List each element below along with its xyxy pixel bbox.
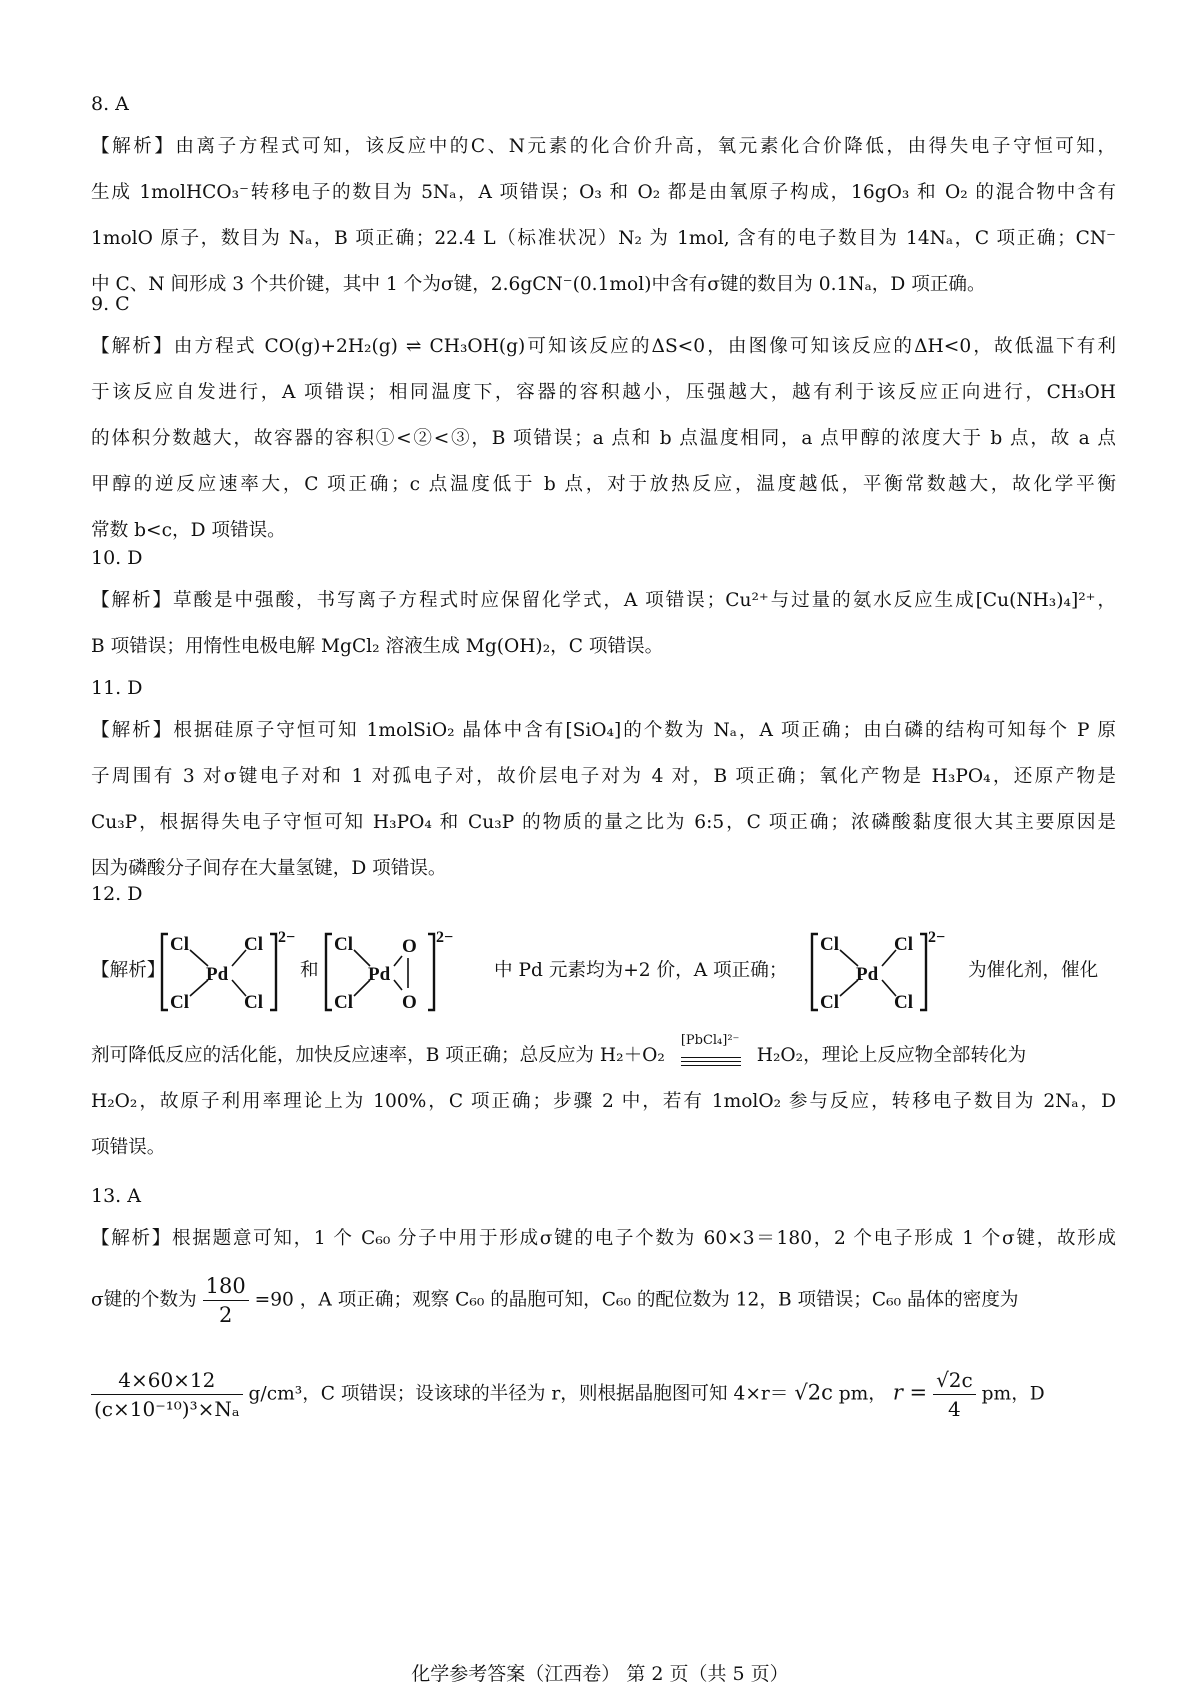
q12-line-2 bbox=[91, 1033, 1027, 1068]
q9-heading: 9. C bbox=[91, 293, 130, 315]
pd3-pd: Pd bbox=[856, 964, 879, 985]
q8-line-1: 【解析】由离子方程式可知，该反应中的C、N元素的化合价升高，氧元素化合价降低，由得失电子守恒可知， bbox=[91, 136, 1116, 157]
pd2-cl-2: Cl bbox=[334, 992, 353, 1013]
q12-heading: 12. D bbox=[91, 883, 143, 905]
pd3-cl-1: Cl bbox=[820, 934, 839, 955]
frac2-numerator: 4×60×12 bbox=[91, 1366, 243, 1395]
q8-line-2: 生成 1molHCO₃⁻转移电子的数目为 5Nₐ，A 项错误；O₃ 和 O₂ 都是由氧原子构成，16gO₃ 和 O₂ 的混合物中含有 bbox=[91, 182, 1116, 203]
radius-eq: r = bbox=[892, 1380, 928, 1405]
q9-explanation bbox=[91, 324, 1116, 554]
frac3-numerator: √2c bbox=[933, 1366, 976, 1395]
q13-line-3-b: pm， bbox=[838, 1383, 887, 1405]
pd1-cl-2: Cl bbox=[244, 934, 263, 955]
q9-line-5: 常数 b<c，D 项错误。 bbox=[91, 520, 286, 541]
pd2-pd: Pd bbox=[368, 964, 391, 985]
q11-explanation bbox=[91, 708, 1116, 892]
catalyst-label: [PbCl₄]²⁻ bbox=[680, 1033, 740, 1048]
q13-line-1: 【解析】根据题意可知，1 个 C₆₀ 分子中用于形成σ键的电子个数为 60×3＝180，2 个电子形成 1 个σ键，故形成 bbox=[91, 1228, 1116, 1249]
q11-heading: 11. D bbox=[91, 677, 143, 699]
q13-line-3 bbox=[91, 1366, 1045, 1423]
q8-explanation bbox=[91, 124, 1116, 308]
pd2-o-2: O bbox=[402, 992, 417, 1013]
q11-line-4: 因为磷酸分子间存在大量氢键，D 项错误。 bbox=[91, 858, 447, 879]
q10-explanation bbox=[91, 578, 1116, 670]
pd1-cl-4: Cl bbox=[244, 992, 263, 1013]
q12-intro: 【解析】 bbox=[91, 960, 166, 981]
q10-line-2: B 项错误；用惰性电极电解 MgCl₂ 溶液生成 Mg(OH)₂，C 项错误。 bbox=[91, 636, 664, 657]
radius-fraction bbox=[933, 1366, 976, 1423]
q11-line-3: Cu₃P，根据得失电子守恒可知 H₃PO₄ 和 Cu₃P 的物质的量之比为 6:5，C 项正确；浓磷酸黏度很大其主要原因是 bbox=[91, 812, 1116, 833]
q13-line-2-post: =90 ，A 项正确；观察 C₆₀ 的晶胞可知，C₆₀ 的配位数为 12，B 项错误；C₆₀ 晶体的密度为 bbox=[254, 1289, 1019, 1311]
q12-line-2-pre: 剂可降低反应的活化能，加快反应速率，B 项正确；总反应为 H₂＋O₂ bbox=[91, 1045, 665, 1066]
frac3-denominator: 4 bbox=[948, 1397, 961, 1421]
catalyzed-arrow bbox=[677, 1033, 745, 1068]
pd2-cl-1: Cl bbox=[334, 934, 353, 955]
pd2-o-1: O bbox=[402, 936, 417, 957]
q8-line-4: 中 C、N 间形成 3 个共价键，其中 1 个为σ键，2.6gCN⁻(0.1mol)中含有σ键的数目为 0.1Nₐ，D 项正确。 bbox=[91, 274, 986, 295]
q13-heading: 13. A bbox=[91, 1185, 141, 1207]
q9-line-4: 甲醇的逆反应速率大，C 项正确；c 点温度低于 b 点，对于放热反应，温度越低，平衡常数越大，故化学平衡 bbox=[91, 474, 1116, 495]
pd-complex-3 bbox=[808, 926, 958, 1018]
pd3-cl-2: Cl bbox=[894, 934, 913, 955]
q13-line-3-a: g/cm³，C 项错误；设该球的半径为 r，则根据晶胞图可知 4×r＝ bbox=[248, 1383, 789, 1405]
q12-and: 和 bbox=[300, 960, 319, 981]
q12-line-4: 项错误。 bbox=[91, 1137, 166, 1158]
pd3-cl-4: Cl bbox=[894, 992, 913, 1013]
q9-line-2: 于该反应自发进行，A 项错误；相同温度下，容器的容积越小，压强越大，越有利于该反应正向进行，CH₃OH bbox=[91, 382, 1116, 403]
q12-line-3: H₂O₂，故原子利用率理论上为 100%，C 项正确；步骤 2 中，若有 1molO₂ 参与反应，转移电子数目为 2Nₐ，D bbox=[91, 1091, 1116, 1112]
q13-line-2 bbox=[91, 1272, 1019, 1329]
q13-line-2-pre: σ键的个数为 bbox=[91, 1289, 197, 1311]
pd-complex-2 bbox=[322, 926, 472, 1018]
q9-line-3: 的体积分数越大，故容器的容积①<②<③，B 项错误；a 点和 b 点温度相同，a 点甲醇的浓度大于 b 点，故 a 点 bbox=[91, 428, 1116, 449]
pd1-charge: 2− bbox=[278, 929, 296, 946]
pd3-charge: 2− bbox=[928, 929, 946, 946]
q13-line-3-c: pm，D bbox=[981, 1383, 1045, 1405]
frac2-denominator: (c×10⁻¹⁰)³×Nₐ bbox=[94, 1397, 240, 1421]
q10-heading: 10. D bbox=[91, 547, 143, 569]
q11-line-2: 子周围有 3 对σ键电子对和 1 对孤电子对，故价层电子对为 4 对，B 项正确；氧化产物是 H₃PO₄，还原产物是 bbox=[91, 766, 1116, 787]
frac1-denominator: 2 bbox=[218, 1303, 233, 1327]
q12-explanation-end bbox=[91, 1079, 1116, 1171]
q12-tail: 为催化剂，催化 bbox=[968, 960, 1099, 981]
q8-line-3: 1molO 原子，数目为 Nₐ，B 项正确；22.4 L（标准状况）N₂ 为 1mol, 含有的电子数目为 14Nₐ，C 项正确；CN⁻ bbox=[91, 228, 1116, 249]
pd1-pd: Pd bbox=[206, 964, 229, 985]
density-fraction bbox=[91, 1366, 243, 1423]
sigma-bond-fraction bbox=[203, 1272, 249, 1329]
pd2-charge: 2− bbox=[436, 929, 454, 946]
pd1-cl-3: Cl bbox=[170, 992, 189, 1013]
q11-line-1: 【解析】根据硅原子守恒可知 1molSiO₂ 晶体中含有[SiO₄]的个数为 Nₐ，A 项正确；由白磷的结构可知每个 P 原 bbox=[91, 720, 1116, 741]
q8-heading: 8. A bbox=[91, 93, 129, 115]
pd-complex-1 bbox=[158, 926, 308, 1018]
pd3-cl-3: Cl bbox=[820, 992, 839, 1013]
q12-line-2-post: H₂O₂，理论上反应物全部转化为 bbox=[756, 1045, 1027, 1066]
q9-line-1: 【解析】由方程式 CO(g)+2H₂(g) ⇌ CH₃OH(g)可知该反应的ΔS<0，由图像可知该反应的ΔH<0，故低温下有利 bbox=[91, 336, 1116, 357]
frac1-numerator: 180 bbox=[203, 1272, 249, 1301]
q10-line-1: 【解析】草酸是中强酸，书写离子方程式时应保留化学式，A 项错误；Cu²⁺与过量的氨水反应生成[Cu(NH₃)₄]²⁺， bbox=[91, 590, 1116, 611]
q12-mid: 中 Pd 元素均为+2 价，A 项正确； bbox=[494, 960, 788, 981]
page-footer: 化学参考答案（江西卷） 第 2 页（共 5 页） bbox=[411, 1663, 789, 1685]
pd1-cl-1: Cl bbox=[170, 934, 189, 955]
q13-explanation bbox=[91, 1216, 1116, 1262]
sqrt-2c: √2c bbox=[794, 1380, 833, 1405]
